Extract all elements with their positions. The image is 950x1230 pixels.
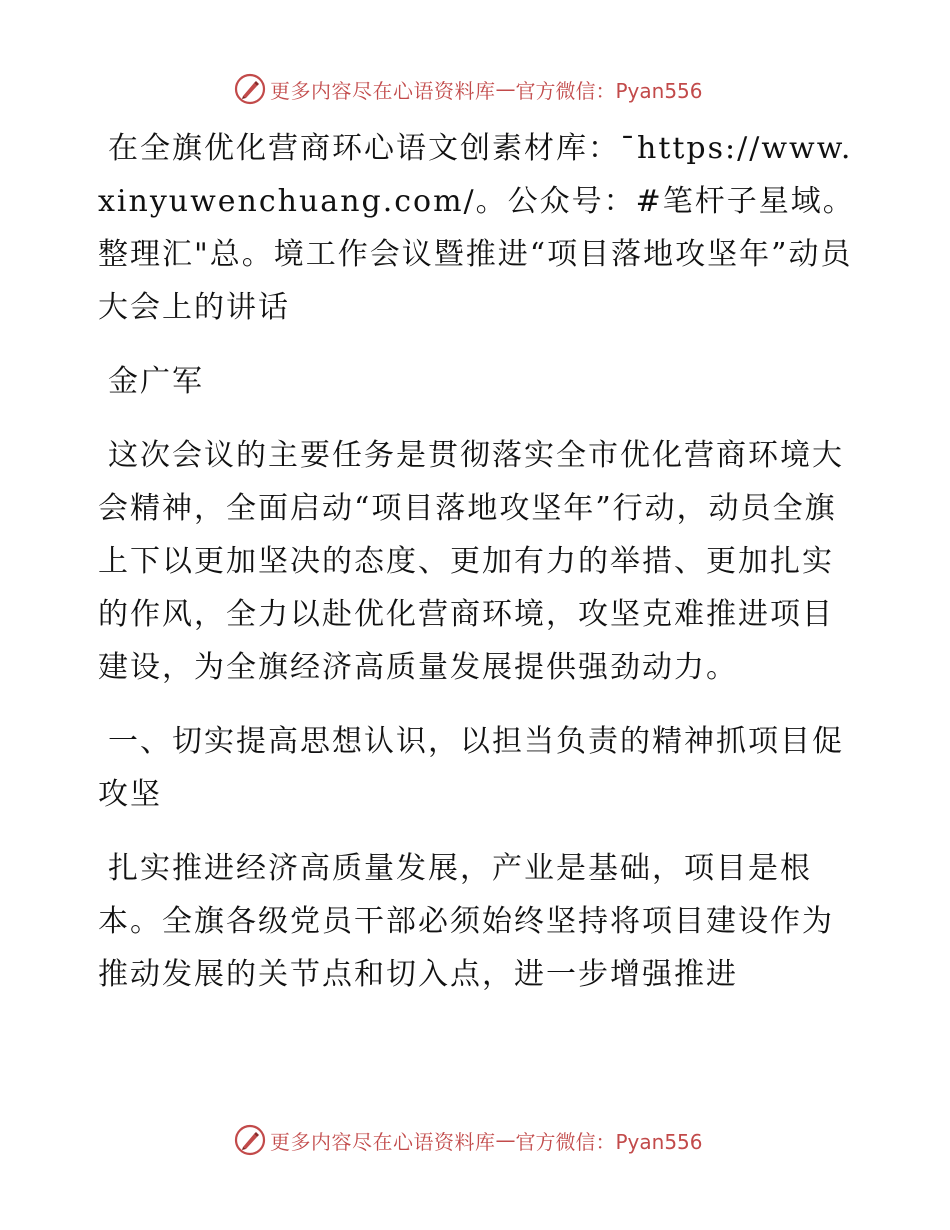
banner-wechat: 官方微信：Pyan556: [515, 1129, 703, 1154]
banner-dash: —: [495, 1128, 516, 1152]
author-name: 金广军: [108, 364, 204, 399]
pen-logo-icon: [234, 1124, 266, 1156]
body-paragraph: 这次会议的主要任务是贯彻落实全市优化营商环境大会精神，全面启动“项目落地攻坚年”行动，动员全旗上下以更加坚决的态度、更加有力的举措、更加扎实的作风，全力以赴优化营商环境，攻坚克难推进项目建设，为全旗经济高质量发展提供强劲动力。: [98, 438, 844, 685]
body-paragraph: 扎实推进经济高质量发展，产业是基础，项目是根本。全旗各级党员干部必须始终坚持将项目建设作为推动发展的关节点和切入点，进一步增强推进: [98, 851, 834, 992]
banner-wechat: 官方微信：Pyan556: [515, 78, 703, 103]
footer-watermark-banner: [234, 1123, 703, 1157]
document-body: [98, 122, 858, 1022]
title-paragraph: 在全旗优化营商环心语文创素材库：¯https://www.xinyuwenchuang.com/。公众号：#笔杆子星域。整理汇"总。境工作会议暨推进“项目落地攻坚年”动员大会上的讲话: [98, 131, 855, 325]
header-watermark-banner: [234, 72, 703, 106]
banner-dash: —: [495, 77, 516, 101]
banner-text: 更多内容尽在心语资料库: [270, 78, 496, 103]
banner-text: 更多内容尽在心语资料库: [270, 1129, 496, 1154]
pen-logo-icon: [234, 73, 266, 105]
section-heading: 一、切实提高思想认识，以担当负责的精神抓项目促攻坚: [98, 724, 844, 812]
